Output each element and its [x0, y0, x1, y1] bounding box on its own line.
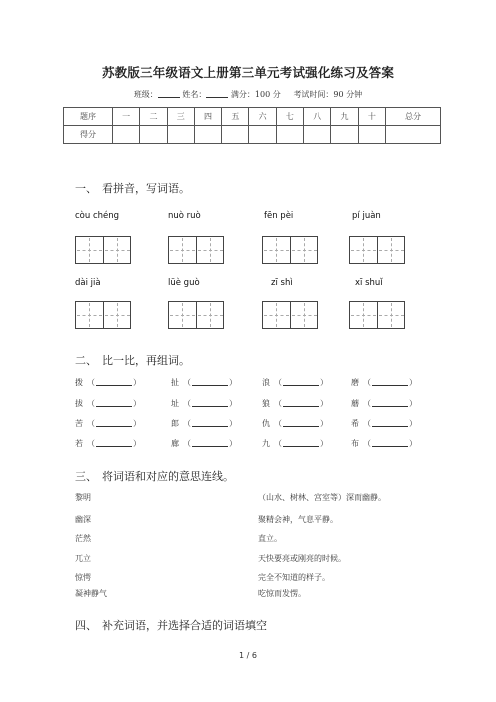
pinyin-label: zī shì: [271, 278, 293, 288]
compare-char: 仇: [262, 419, 270, 428]
answer-blank[interactable]: [96, 377, 132, 386]
full-score: 满分：100 分: [230, 90, 281, 99]
pinyin-label: còu chéng: [75, 211, 120, 221]
match-meaning[interactable]: 吃惊而发愣。: [258, 589, 306, 598]
exam-time: 考试时间：90 分钟: [293, 90, 363, 99]
answer-blank[interactable]: [96, 438, 132, 447]
section-number: 一、: [75, 182, 97, 195]
score-cell[interactable]: [113, 126, 140, 144]
answer-blank[interactable]: [372, 398, 408, 407]
header-cell: 三: [167, 108, 194, 126]
score-table: [63, 107, 441, 144]
score-cell[interactable]: [386, 126, 441, 144]
header-cell: 六: [249, 108, 276, 126]
score-table-header: [64, 108, 441, 126]
header-cell: 题序: [64, 108, 113, 126]
header-cell: 九: [331, 108, 358, 126]
compare-char: 郎: [171, 419, 179, 428]
compare-char: 磨: [351, 378, 359, 387]
answer-blank[interactable]: [372, 418, 408, 427]
match-meaning[interactable]: 完全不知道的样子。: [258, 573, 330, 582]
compare-item: 布 （ ）: [351, 439, 417, 448]
compare-item: 磨 （ ）: [351, 378, 417, 387]
class-blank: [158, 89, 180, 98]
match-word[interactable]: 幽深: [75, 515, 91, 524]
compare-item: 扯 （ ）: [171, 378, 237, 387]
match-word[interactable]: 惊愕: [75, 573, 91, 582]
score-cell[interactable]: [249, 126, 276, 144]
answer-blank[interactable]: [372, 438, 408, 447]
compare-char: 希: [351, 419, 359, 428]
exam-info: [0, 89, 496, 100]
answer-blank[interactable]: [283, 377, 319, 386]
header-cell: 五: [222, 108, 249, 126]
page-title: 苏教版三年级语文上册第三单元考试强化练习及答案: [101, 65, 395, 80]
pinyin-label: pí juàn: [352, 211, 381, 221]
match-meaning[interactable]: 聚精会神，气息平静。: [258, 515, 338, 524]
writing-grid[interactable]: [75, 236, 131, 264]
match-word[interactable]: 兀立: [75, 554, 91, 563]
pinyin-label: dài jià: [75, 278, 101, 288]
section-number: 二、: [75, 354, 97, 367]
score-cell[interactable]: [167, 126, 194, 144]
compare-char: 拔: [75, 399, 83, 408]
answer-blank[interactable]: [192, 438, 228, 447]
writing-grid[interactable]: [168, 236, 224, 264]
score-cell[interactable]: [222, 126, 249, 144]
section-title: 看拼音，写词语。: [102, 182, 190, 195]
writing-grid[interactable]: [349, 301, 405, 329]
section-title: 将词语和对应的意思连线。: [102, 470, 234, 483]
section-number: 三、: [75, 470, 97, 483]
match-word[interactable]: 凝神静气: [75, 589, 107, 598]
compare-item: 拨 （ ）: [75, 378, 141, 387]
answer-blank[interactable]: [192, 418, 228, 427]
compare-char: 廊: [171, 439, 179, 448]
answer-blank[interactable]: [283, 438, 319, 447]
section-3-heading: [75, 468, 234, 484]
row-label: 得分: [64, 126, 113, 144]
compare-item: 仇 （ ）: [262, 419, 328, 428]
header-cell: 十: [358, 108, 385, 126]
match-meaning[interactable]: 天快要亮或刚亮的时候。: [258, 554, 346, 563]
name-label: 姓名：: [182, 90, 207, 99]
writing-grid[interactable]: [262, 236, 318, 264]
compare-item: 拔 （ ）: [75, 399, 141, 408]
compare-item: 九 （ ）: [262, 439, 328, 448]
compare-item: 浪 （ ）: [262, 378, 328, 387]
compare-item: 希 （ ）: [351, 419, 417, 428]
score-cell[interactable]: [304, 126, 331, 144]
answer-blank[interactable]: [283, 418, 319, 427]
compare-char: 浪: [262, 378, 270, 387]
section-2-heading: [75, 352, 190, 368]
header-cell: 二: [140, 108, 167, 126]
compare-item: 狼 （ ）: [262, 399, 328, 408]
match-meaning[interactable]: 直立。: [258, 534, 282, 543]
section-4-heading: [75, 617, 267, 633]
section-title: 补充词语，并选择合适的词语填空: [102, 619, 267, 632]
answer-blank[interactable]: [192, 398, 228, 407]
compare-char: 九: [262, 439, 270, 448]
pinyin-label: xī shuǐ: [355, 278, 383, 288]
match-word[interactable]: 黎明: [75, 493, 91, 502]
class-label: 班级：: [133, 90, 158, 99]
compare-char: 狼: [262, 399, 270, 408]
compare-char: 蘑: [351, 399, 359, 408]
pinyin-label: lüè guò: [168, 278, 200, 288]
name-blank: [206, 89, 228, 98]
answer-blank[interactable]: [192, 377, 228, 386]
page-number: 1 / 6: [239, 651, 257, 660]
compare-item: 址 （ ）: [171, 399, 237, 408]
section-title: 比一比，再组词。: [102, 354, 190, 367]
compare-char: 扯: [171, 378, 179, 387]
score-cell[interactable]: [194, 126, 221, 144]
score-cell[interactable]: [331, 126, 358, 144]
match-meaning[interactable]: （山水、树林、宫室等）深而幽静。: [258, 493, 386, 502]
score-cell[interactable]: [140, 126, 167, 144]
pinyin-label: nuò ruò: [168, 211, 201, 221]
compare-item: 郎 （ ）: [171, 419, 237, 428]
compare-item: 蘑 （ ）: [351, 399, 417, 408]
match-word[interactable]: 茫然: [75, 534, 91, 543]
score-table-row: [64, 126, 441, 144]
header-cell: 一: [113, 108, 140, 126]
compare-item: 苦 （ ）: [75, 419, 141, 428]
header-cell: 七: [276, 108, 303, 126]
compare-item: 若 （ ）: [75, 439, 141, 448]
answer-blank[interactable]: [283, 398, 319, 407]
section-1-heading: [75, 180, 190, 196]
writing-grid[interactable]: [75, 301, 131, 329]
answer-blank[interactable]: [372, 377, 408, 386]
score-cell[interactable]: [276, 126, 303, 144]
compare-char: 苦: [75, 419, 83, 428]
pinyin-label: fēn pèi: [264, 211, 294, 221]
compare-char: 若: [75, 439, 83, 448]
answer-blank[interactable]: [96, 418, 132, 427]
answer-blank[interactable]: [96, 398, 132, 407]
section-number: 四、: [75, 619, 97, 632]
header-cell: 总分: [386, 108, 441, 126]
compare-char: 拨: [75, 378, 83, 387]
compare-char: 布: [351, 439, 359, 448]
writing-grid[interactable]: [349, 236, 405, 264]
header-cell: 八: [304, 108, 331, 126]
compare-item: 廊 （ ）: [171, 439, 237, 448]
writing-grid[interactable]: [168, 301, 224, 329]
compare-char: 址: [171, 399, 179, 408]
header-cell: 四: [194, 108, 221, 126]
writing-grid[interactable]: [262, 301, 318, 329]
score-cell[interactable]: [358, 126, 385, 144]
